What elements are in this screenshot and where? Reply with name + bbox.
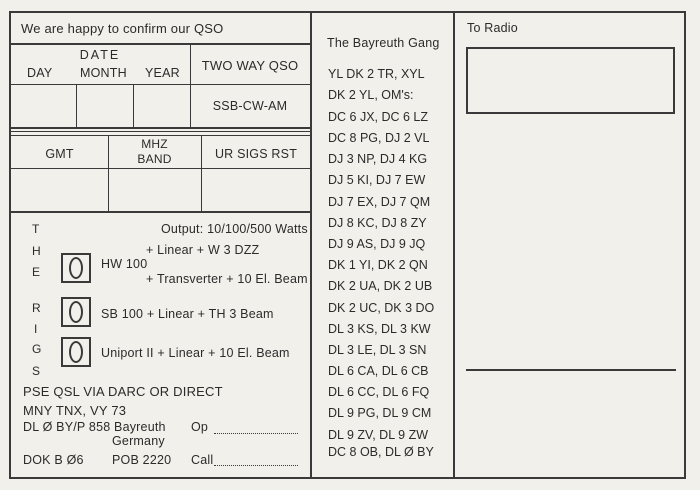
gmt-table-bottom (11, 211, 311, 213)
divider-middle-right (453, 11, 455, 479)
gang-member: DL 3 LE, DL 3 SN (328, 343, 427, 357)
op-field[interactable] (214, 433, 298, 434)
rigs-letter-i: I (34, 322, 38, 336)
gang-heading: The Bayreuth Gang (327, 36, 440, 50)
date-table-top (11, 43, 311, 45)
gang-member: DK 2 YL, OM's: (328, 88, 414, 102)
rigs-letter-r: R (32, 301, 41, 315)
gang-member: DK 1 YI, DK 2 QN (328, 258, 428, 272)
confirm-text: We are happy to confirm our QSO (21, 21, 224, 36)
date-col-2 (133, 84, 134, 128)
gang-member: DJ 3 NP, DJ 4 KG (328, 152, 428, 166)
mhz-label: MHZ (141, 137, 168, 151)
date-col-3 (190, 43, 191, 128)
divider-left-middle (310, 11, 312, 479)
rig1-checkbox[interactable] (61, 253, 91, 283)
gang-member: DL 3 KS, DL 3 KW (328, 322, 431, 336)
band-label: BAND (137, 152, 172, 166)
address-line (466, 369, 676, 371)
gang-member: DL 6 CA, DL 6 CB (328, 364, 429, 378)
date-col-1 (76, 84, 77, 128)
call-field[interactable] (214, 465, 298, 466)
modes-label: SSB-CW-AM (212, 99, 288, 113)
op-label: Op (191, 420, 209, 434)
date-table-bottom (11, 127, 311, 129)
gang-member: YL DK 2 TR, XYL (328, 67, 425, 81)
gmt-label: GMT (45, 147, 74, 161)
date-header: DATE (79, 48, 121, 62)
dok-text: DOK B Ø6 (23, 453, 84, 467)
to-radio-label: To Radio (467, 21, 518, 35)
gang-member: DK 2 UA, DK 2 UB (328, 279, 433, 293)
rig1-transverter: + Transverter + 10 El. Beam (146, 272, 308, 286)
frame-left (9, 11, 11, 479)
output-text: Output: 10/100/500 Watts (161, 222, 308, 236)
pob-text: POB 2220 (112, 453, 172, 467)
gang-member: DC 8 PG, DJ 2 VL (328, 131, 430, 145)
date-table-bottom2 (11, 131, 311, 132)
month-label: MONTH (80, 66, 127, 80)
gang-member: DJ 9 AS, DJ 9 JQ (328, 237, 426, 251)
pse-qsl-text: PSE QSL VIA DARC OR DIRECT (23, 384, 223, 399)
rig2-checkbox[interactable] (61, 297, 91, 327)
call-label: Call (191, 453, 214, 467)
rig3-checkbox[interactable] (61, 337, 91, 367)
callsign-box[interactable] (466, 47, 675, 114)
day-label: DAY (27, 66, 53, 80)
rigs-letter-g: G (32, 342, 42, 356)
year-label: YEAR (145, 66, 180, 80)
gmt-table-sub (11, 168, 311, 169)
gmt-table-top (11, 135, 311, 136)
gang-member: DJ 8 KC, DJ 8 ZY (328, 216, 427, 230)
mny-tnx-text: MNY TNX, VY 73 (23, 403, 127, 418)
frame-right (684, 11, 686, 479)
gang-member: DK 2 UC, DK 3 DO (328, 301, 435, 315)
two-way-label: TWO WAY QSO (201, 58, 299, 73)
address-line-2: Germany (112, 434, 165, 448)
frame-bottom (9, 477, 686, 479)
frame-top (9, 11, 686, 13)
gang-member: DC 6 JX, DC 6 LZ (328, 110, 429, 124)
gang-member: DL 9 ZV, DL 9 ZW (328, 428, 429, 442)
address-line-1: DL Ø BY/P 858 Bayreuth (23, 420, 166, 434)
rigs-letter-t: T (32, 222, 40, 236)
gang-member: DJ 7 EX, DJ 7 QM (328, 195, 431, 209)
rig1-name: HW 100 (101, 257, 148, 271)
rigs-letter-e: E (32, 265, 41, 279)
gang-member: DJ 5 KI, DJ 7 EW (328, 173, 426, 187)
date-table-sub (11, 84, 311, 85)
rigs-letter-h: H (32, 244, 41, 258)
ur-sigs-label: UR SIGS RST (214, 147, 298, 161)
rig2-text: SB 100 + Linear + TH 3 Beam (101, 307, 274, 321)
gang-member: DC 8 OB, DL Ø BY (328, 445, 434, 459)
rig1-linear: + Linear + W 3 DZZ (146, 243, 260, 257)
gang-member: DL 6 CC, DL 6 FQ (328, 385, 430, 399)
gang-member: DL 9 PG, DL 9 CM (328, 406, 432, 420)
rig3-text: Uniport II + Linear + 10 El. Beam (101, 346, 290, 360)
rigs-letter-s: S (32, 364, 41, 378)
